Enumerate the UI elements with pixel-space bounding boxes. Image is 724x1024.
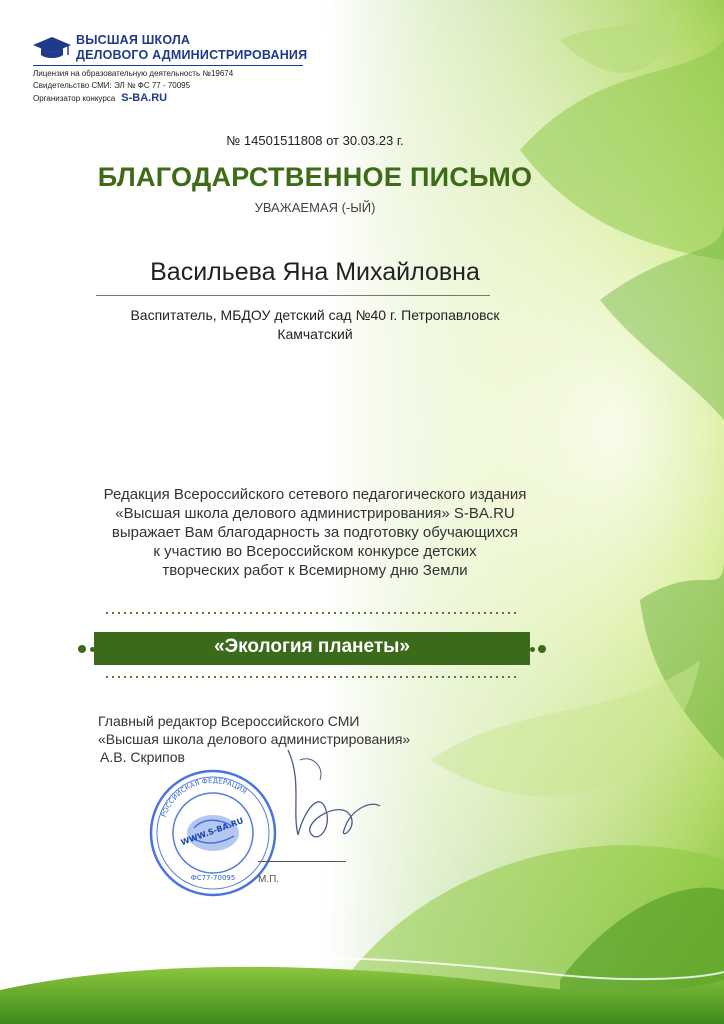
name-underline: [96, 295, 490, 296]
contest-name: «Экология планеты»: [214, 636, 410, 657]
body-line-2: «Высшая школа делового администрирования» S-BA.RU: [115, 505, 515, 522]
signature-line-2: «Высшая школа делового администрирования»: [98, 731, 411, 747]
signature-name: А.В. Скрипов: [100, 749, 185, 765]
stamp-site: WWW.S-BA.RU: [179, 816, 245, 848]
recipient-name: Васильева Яна Михайловна: [150, 258, 480, 286]
letter-number: № 14501511808 от 30.03.23 г.: [226, 133, 404, 148]
svg-text:РОССИЙСКАЯ ФЕДЕРАЦИЯ: [160, 777, 248, 818]
graduation-cap-icon: [32, 35, 72, 61]
position-line-2: Камчатский: [277, 326, 353, 342]
dotted-divider-bottom: [104, 676, 520, 678]
recipient-position: [40, 306, 590, 344]
signature-line-1: Главный редактор Всероссийского СМИ: [98, 713, 360, 729]
stamp-ring-text: РОССИЙСКАЯ ФЕДЕРАЦИЯ: [159, 776, 249, 819]
license-text: Лицензия на образовательную деятельность №19674: [33, 69, 234, 78]
organizer-site: S-BA.RU: [121, 92, 168, 104]
body-line-4: к участию во Всероссийском конкурсе детских: [153, 543, 477, 560]
organizer-label: Организатор конкурса: [33, 94, 116, 103]
letter-title: БЛАГОДАРСТВЕННОЕ ПИСЬМО: [97, 162, 533, 192]
stamp-place-label: М.П.: [258, 874, 280, 885]
ribbon-right-dot-small: [530, 647, 535, 652]
body-line-3: выражает Вам благодарность за подготовку обучающихся: [111, 524, 519, 541]
body-line-1: Редакция Всероссийского сетевого педагогического издания: [103, 486, 527, 503]
signature-line: [258, 861, 346, 862]
position-line-1: Васпитатель, МБДОУ детский сад №40 г. Петропавловск: [130, 307, 500, 323]
logo-title: [76, 33, 307, 63]
ribbon-left-dot: [78, 645, 86, 653]
body-line-5: творческих работ к Всемирному дню Земли: [162, 562, 468, 579]
ribbon-right-dot: [538, 645, 546, 653]
letter-body: [40, 485, 590, 580]
stamp-reg-number: ФС77-70095: [190, 874, 236, 882]
media-certificate-text: Свидетельство СМИ: ЭЛ № ФС 77 - 70095: [33, 81, 191, 90]
handwritten-signature: [280, 740, 390, 860]
dotted-divider-top: [104, 612, 520, 614]
logo-line-2: ДЕЛОВОГО АДМИНИСТРИРОВАНИЯ: [76, 48, 308, 62]
logo-line-1: ВЫСШАЯ ШКОЛА: [76, 33, 191, 47]
organizer-line: [33, 92, 167, 104]
logo-divider: [33, 65, 303, 66]
greeting: УВАЖАЕМАЯ (-ЫЙ): [254, 200, 376, 215]
